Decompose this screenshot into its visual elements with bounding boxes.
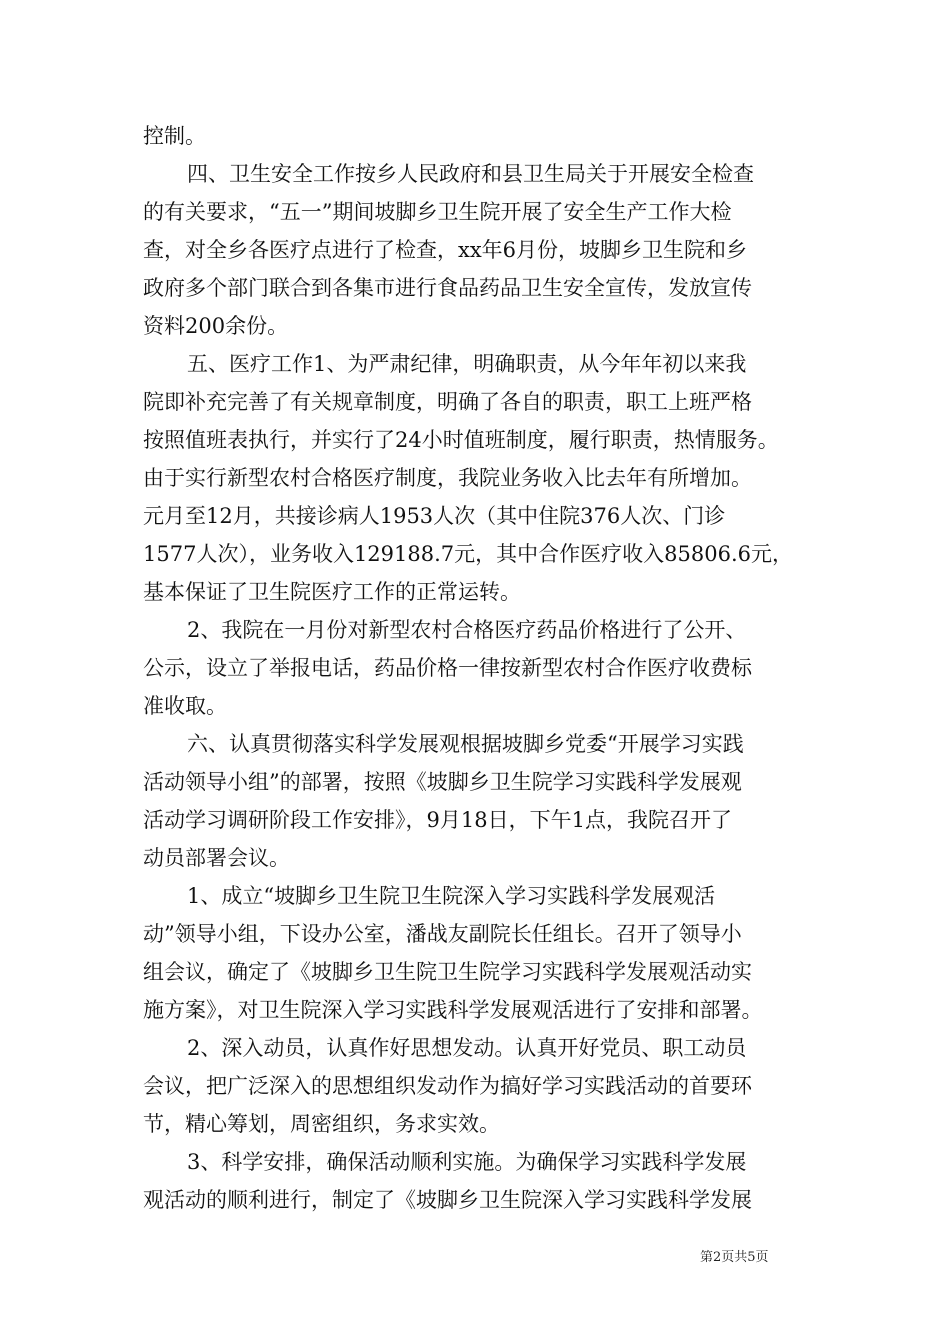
- text-line: 公示，设立了举报电话，药品价格一律按新型农村合作医疗收费标: [143, 656, 752, 680]
- text-line: 政府多个部门联合到各集市进行食品药品卫生安全宣传，发放宣传: [143, 276, 752, 300]
- text-line: 活动学习调研阶段工作安排》，9月18日，下午1点，我院召开了: [143, 808, 732, 832]
- text-line: 2、深入动员，认真作好思想发动。认真开好党员、职工动员: [187, 1036, 747, 1060]
- text-line: 节，精心筹划，周密组织，务求实效。: [143, 1112, 500, 1136]
- text-line: 3、科学安排，确保活动顺利实施。为确保学习实践科学发展: [187, 1150, 747, 1174]
- text-line: 控制。: [143, 124, 206, 148]
- text-line: 1、成立“坡脚乡卫生院卫生院深入学习实践科学发展观活: [187, 884, 716, 908]
- text-line: 四、卫生安全工作按乡人民政府和县卫生局关于开展安全检查: [187, 162, 754, 186]
- text-line: 查，对全乡各医疗点进行了检查，xx年6月份，坡脚乡卫生院和乡: [143, 238, 748, 262]
- text-line: 的有关要求，“五一”期间坡脚乡卫生院开展了安全生产工作大检: [143, 200, 732, 224]
- text-line: 按照值班表执行，并实行了24小时值班制度，履行职责，热情服务。: [143, 428, 779, 452]
- text-line: 1577人次），业务收入129188.7元，其中合作医疗收入85806.6元，: [143, 542, 793, 566]
- text-line: 观活动的顺利进行，制定了《坡脚乡卫生院深入学习实践科学发展: [143, 1188, 752, 1212]
- document-body: [143, 117, 823, 1219]
- text-line: 动员部署会议。: [143, 846, 290, 870]
- text-line: 会议，把广泛深入的思想组织发动作为搞好学习实践活动的首要环: [143, 1074, 752, 1098]
- text-line: 六、认真贯彻落实科学发展观根据坡脚乡党委“开展学习实践: [187, 732, 744, 756]
- text-line: 院即补充完善了有关规章制度，明确了各自的职责，职工上班严格: [143, 390, 752, 414]
- text-line: 基本保证了卫生院医疗工作的正常运转。: [143, 580, 521, 604]
- page-number: 第2页共5页: [700, 1250, 769, 1265]
- text-line: 由于实行新型农村合格医疗制度，我院业务收入比去年有所增加。: [143, 466, 752, 490]
- text-line: 组会议，确定了《坡脚乡卫生院卫生院学习实践科学发展观活动实: [143, 960, 752, 984]
- text-line: 2、我院在一月份对新型农村合格医疗药品价格进行了公开、: [187, 618, 747, 642]
- text-line: 动”领导小组，下设办公室，潘战友副院长任组长。召开了领导小: [143, 922, 742, 946]
- text-line: 活动领导小组”的部署，按照《坡脚乡卫生院学习实践科学发展观: [143, 770, 742, 794]
- text-line: 资料200余份。: [143, 314, 289, 338]
- text-line: 五、医疗工作1、为严肃纪律，明确职责，从今年年初以来我: [187, 352, 747, 376]
- text-line: 施方案》，对卫生院深入学习实践科学发展观活进行了安排和部署。: [143, 998, 763, 1022]
- text-line: 元月至12月，共接诊病人1953人次（其中住院376人次、门诊: [143, 504, 726, 528]
- text-line: 准收取。: [143, 694, 227, 718]
